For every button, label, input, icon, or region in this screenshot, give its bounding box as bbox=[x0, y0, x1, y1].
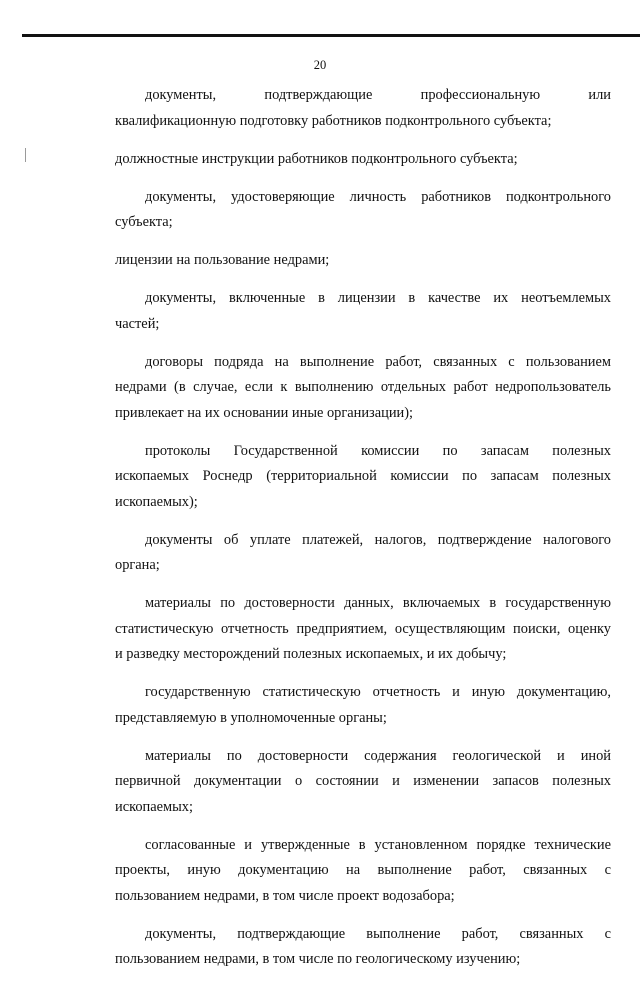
paragraph-technical-projects bbox=[115, 833, 611, 910]
paragraph-line: документы, включенные в лицензии в качестве их неотъемлемых bbox=[145, 290, 611, 306]
paragraph-license-annex-docs bbox=[115, 286, 611, 337]
paragraph-tax-payment-docs bbox=[115, 528, 611, 579]
paragraph-line: пользованием недрами, в том числе проект водозабора; bbox=[115, 887, 455, 904]
page-number: 20 bbox=[313, 58, 327, 72]
paragraph-line: документы, удостоверяющие личность работников подконтрольного bbox=[145, 188, 611, 205]
paragraph-line: первичной документации о состоянии и изменении запасов полезных bbox=[115, 773, 611, 789]
document-body bbox=[115, 83, 611, 985]
paragraph-line: ископаемых); bbox=[115, 493, 198, 510]
paragraph-line: ископаемых; bbox=[115, 798, 193, 815]
paragraph-work-completion-docs bbox=[115, 922, 611, 973]
paragraph-line: государственную статистическую отчетность и иную документацию, bbox=[145, 684, 611, 700]
paragraph-line: документы об уплате платежей, налогов, подтверждение налогового bbox=[145, 531, 611, 548]
paragraph-line: недрами (в случае, если к выполнению отдельных работ недропользователь bbox=[115, 379, 611, 395]
paragraph-line: договоры подряда на выполнение работ, связанных с пользованием bbox=[145, 353, 611, 370]
paragraph-state-commission-protocols bbox=[115, 439, 611, 516]
paragraph-geological-docs-reliability bbox=[115, 744, 611, 821]
paragraph-subsoil-licenses bbox=[115, 248, 611, 274]
paragraph-line: и разведку месторождений полезных ископаемых, и их добычу; bbox=[115, 646, 507, 662]
paragraph-line: привлекает на их основании иные организации); bbox=[115, 404, 414, 421]
paragraph-line: документы, подтверждающие выполнение работ, связанных с bbox=[145, 925, 611, 942]
paragraph-line: органа; bbox=[115, 557, 160, 573]
paragraph-line: материалы по достоверности данных, включаемых в государственную bbox=[145, 595, 611, 611]
paragraph-line: проекты, иную документацию на выполнение работ, связанных с bbox=[115, 862, 611, 878]
paragraph-line: пользованием недрами, в том числе по геологическому изучению; bbox=[115, 951, 521, 967]
paragraph-state-statistical-reports bbox=[115, 680, 611, 731]
paragraph-professional-training-docs bbox=[115, 83, 611, 134]
page-top-rule bbox=[22, 34, 640, 37]
paragraph-contract-agreements bbox=[115, 350, 611, 427]
paragraph-identity-docs bbox=[115, 185, 611, 236]
paragraph-line: протоколы Государственной комиссии по запасам полезных bbox=[145, 442, 611, 459]
paragraph-line: статистическую отчетность предприятием, осуществляющим поиски, оценку bbox=[115, 620, 611, 637]
paragraph-statistical-reliability-materials bbox=[115, 591, 611, 668]
paragraph-line: материалы по достоверности содержания геологической и иной bbox=[145, 747, 611, 764]
paragraph-line: согласованные и утвержденные в установленном порядке технические bbox=[145, 836, 611, 853]
paragraph-line: лицензии на пользование недрами; bbox=[115, 252, 330, 268]
paragraph-line: субъекта; bbox=[115, 214, 173, 230]
paragraph-job-instructions bbox=[115, 147, 611, 173]
paragraph-line: квалификационную подготовку работников подконтрольного субъекта; bbox=[115, 112, 552, 129]
paragraph-line: документы, подтверждающие профессиональную или bbox=[145, 87, 611, 103]
paragraph-line: представляемую в уполномоченные органы; bbox=[115, 709, 387, 726]
paragraph-line: должностные инструкции работников подконтрольного субъекта; bbox=[115, 150, 518, 167]
scan-margin-mark bbox=[25, 148, 26, 162]
paragraph-line: ископаемых Роснедр (территориальной комиссии по запасам полезных bbox=[115, 468, 611, 484]
paragraph-line: частей; bbox=[115, 315, 160, 332]
